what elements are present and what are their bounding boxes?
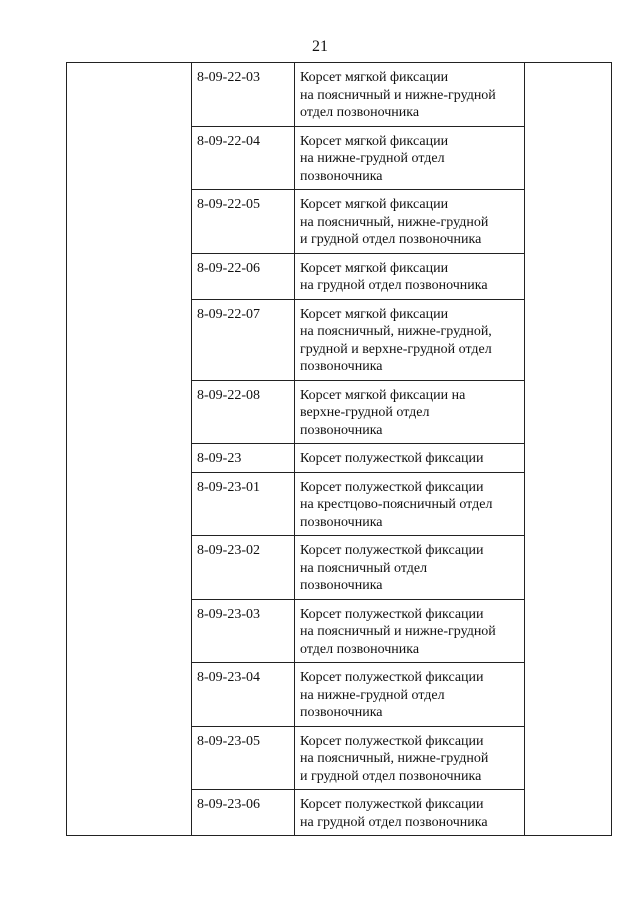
code-cell: 8-09-22-08 xyxy=(192,380,295,444)
description-line: Корсет мягкой фиксации xyxy=(300,70,449,85)
page-number: 21 xyxy=(312,38,328,55)
empty-left-cell xyxy=(67,63,192,836)
description-cell xyxy=(295,726,525,790)
empty-right-cell xyxy=(525,63,612,836)
description-line: позвоночника xyxy=(300,578,383,593)
code-cell: 8-09-22-04 xyxy=(192,126,295,190)
description-line: на поясничный, нижне-грудной xyxy=(300,214,489,230)
description-line: и грудной отдел позвоночника xyxy=(300,768,482,784)
description-line: Корсет мягкой фиксации на xyxy=(300,387,466,403)
description-line: верхне-грудной отдел xyxy=(300,405,430,420)
description-line: Корсет полужесткой фиксации xyxy=(300,543,484,558)
classification-table xyxy=(66,62,612,836)
code-cell: 8-09-23-04 xyxy=(192,663,295,727)
description-cell xyxy=(295,790,525,836)
description-cell xyxy=(295,444,525,473)
description-cell xyxy=(295,126,525,190)
description-line: Корсет полужесткой фиксации xyxy=(300,479,484,495)
description-cell xyxy=(295,190,525,254)
description-line: грудной и верхне-грудной отдел xyxy=(300,341,492,357)
description-cell xyxy=(295,299,525,380)
description-line: на грудной отдел позвоночника xyxy=(300,814,488,830)
description-cell xyxy=(295,380,525,444)
description-line: Корсет мягкой фиксации xyxy=(300,133,449,149)
code-cell: 8-09-23 xyxy=(192,444,295,473)
code-cell: 8-09-22-06 xyxy=(192,253,295,299)
description-line: позвоночника xyxy=(300,514,383,530)
description-line: позвоночника xyxy=(300,168,383,184)
description-line: Корсет мягкой фиксации xyxy=(300,197,449,212)
code-cell: 8-09-23-03 xyxy=(192,599,295,663)
description-line: и грудной отдел позвоночника xyxy=(300,232,482,247)
description-cell xyxy=(295,599,525,663)
description-cell xyxy=(295,472,525,536)
description-cell xyxy=(295,663,525,727)
description-line: позвоночника xyxy=(300,422,383,438)
description-line: Корсет мягкой фиксации xyxy=(300,306,449,322)
description-cell xyxy=(295,63,525,127)
description-line: Корсет полужесткой фиксации xyxy=(300,797,484,812)
description-line: отдел позвоночника xyxy=(300,105,420,120)
code-cell: 8-09-22-07 xyxy=(192,299,295,380)
code-cell: 8-09-23-05 xyxy=(192,726,295,790)
description-line: на поясничный, нижне-грудной, xyxy=(300,324,492,339)
description-line: на нижне-грудной отдел xyxy=(300,687,445,703)
description-line: на поясничный и нижне-грудной xyxy=(300,87,496,103)
description-line: на поясничный отдел xyxy=(300,560,428,576)
description-cell xyxy=(295,536,525,600)
description-line: на крестцово-поясничный отдел xyxy=(300,497,493,512)
code-cell: 8-09-23-01 xyxy=(192,472,295,536)
description-line: Корсет полужесткой фиксации xyxy=(300,670,484,685)
description-line: отдел позвоночника xyxy=(300,641,420,657)
description-line: на поясничный и нижне-грудной xyxy=(300,624,496,639)
description-line: на грудной отдел позвоночника xyxy=(300,278,488,293)
description-line: Корсет мягкой фиксации xyxy=(300,260,449,276)
code-cell: 8-09-23-06 xyxy=(192,790,295,836)
code-cell: 8-09-22-05 xyxy=(192,190,295,254)
description-line: Корсет полужесткой фиксации xyxy=(300,733,484,749)
description-line: позвоночника xyxy=(300,705,383,720)
table-body xyxy=(67,63,612,836)
code-cell: 8-09-23-02 xyxy=(192,536,295,600)
description-line: Корсет полужесткой фиксации xyxy=(300,451,484,466)
description-line: позвоночника xyxy=(300,359,383,374)
description-line: Корсет полужесткой фиксации xyxy=(300,606,484,622)
description-cell xyxy=(295,253,525,299)
table-row xyxy=(67,63,612,127)
code-cell: 8-09-22-03 xyxy=(192,63,295,127)
description-line: на поясничный, нижне-грудной xyxy=(300,751,489,766)
description-line: на нижне-грудной отдел xyxy=(300,151,445,166)
